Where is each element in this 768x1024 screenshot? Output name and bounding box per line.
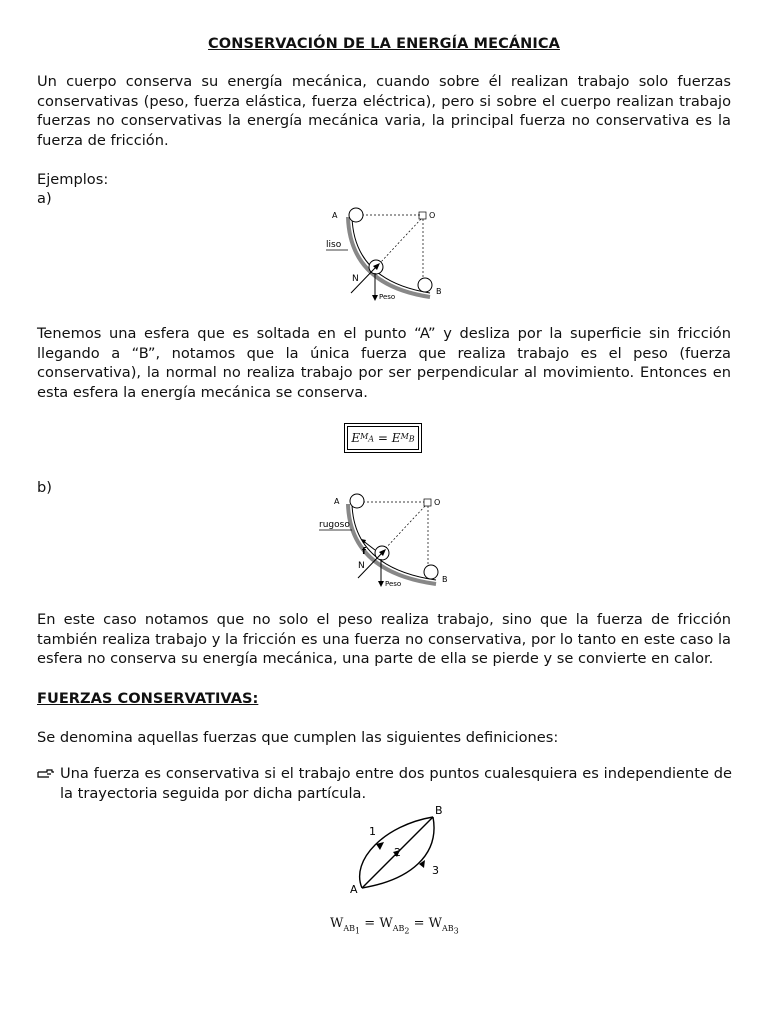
label-o: O bbox=[434, 498, 441, 507]
label-a: A bbox=[350, 883, 358, 895]
curved-surface-edge bbox=[352, 217, 430, 293]
label-weight: Peso bbox=[385, 580, 402, 588]
label-b: B bbox=[442, 575, 448, 584]
idx2: 2 bbox=[404, 926, 410, 936]
conservative-forces-heading: FUERZAS CONSERVATIVAS: bbox=[37, 690, 259, 707]
label-1: 1 bbox=[369, 825, 376, 838]
example-a-paragraph: Tenemos una esfera que es soltada en el punto “A” y desliza por la superficie sin fricción llegando a “B”, notamos que la única fuerza que realiza trabajo es el peso (fuerza conservativa), la normal no realiza trabajo por ser perpendicular al movimiento. Entonces en esta esfera la energía mecánica se conserva. bbox=[37, 325, 731, 401]
label-rough: rugoso bbox=[319, 520, 350, 530]
idx3: 3 bbox=[453, 926, 459, 936]
example-b-paragraph: En este caso notamos que no solo el peso realiza trabajo, sino que la fuerza de fricción también realiza trabajo y la fricción es una fuerza no conservativa, por lo tanto en este caso la esfera no conserva su energía mecánica, una parte de ella se pierde y se convierte en calor. bbox=[37, 611, 731, 667]
ball-a bbox=[349, 208, 363, 222]
figure-b-rough-surface bbox=[318, 492, 458, 592]
label-weight: Peso bbox=[379, 293, 396, 301]
figure-a-smooth-surface bbox=[318, 205, 448, 305]
formula-rhs-sub: M bbox=[400, 432, 409, 442]
label-b: B bbox=[436, 287, 442, 296]
label-2: 2 bbox=[394, 846, 401, 859]
ball-b bbox=[424, 565, 438, 579]
formula-rhs: E bbox=[391, 431, 401, 445]
center-square bbox=[424, 499, 431, 506]
eq2: = bbox=[413, 916, 425, 931]
idx1: 1 bbox=[355, 926, 361, 936]
pointing-hand-icon bbox=[37, 768, 55, 780]
ball-b bbox=[418, 278, 432, 292]
sub1: AB bbox=[343, 923, 356, 933]
label-normal: N bbox=[352, 274, 359, 284]
formula-rhs-subsub: B bbox=[408, 434, 415, 444]
w2: W bbox=[379, 916, 393, 931]
formula-eq: = bbox=[377, 431, 388, 445]
label-3: 3 bbox=[432, 864, 439, 877]
example-a-label: a) bbox=[37, 190, 52, 207]
conservative-intro: Se denomina aquellas fuerzas que cumplen las siguientes definiciones: bbox=[37, 729, 559, 746]
bullet-definition: Una fuerza es conservativa si el trabajo entre dos puntos cualesquiera es independiente de la trayectoria seguida por dicha partícula. bbox=[60, 765, 732, 802]
intro-paragraph: Un cuerpo conserva su energía mecánica, cuando sobre él realizan trabajo solo fuerzas conservativas (peso, fuerza elástica, fuerza eléctrica), pero si sobre el cuerpo realizan trabajo fuerzas no conservativas la energía mecánica varia, la principal fuerza no conservativa es la fuerza de fricción. bbox=[37, 73, 731, 149]
label-friction: f bbox=[362, 547, 366, 557]
page-title: CONSERVACIÓN DE LA ENERGÍA MECÁNICA bbox=[208, 36, 560, 52]
dashed-radius bbox=[384, 506, 425, 550]
examples-label: Ejemplos: bbox=[37, 171, 109, 188]
figure-paths-a-to-b bbox=[340, 800, 450, 895]
label-normal: N bbox=[358, 561, 365, 571]
w1: W bbox=[330, 916, 344, 931]
dashed-radius bbox=[380, 219, 421, 263]
formula-energy-conservation bbox=[344, 423, 422, 453]
w3: W bbox=[428, 916, 442, 931]
formula-lhs-subsub: A bbox=[368, 434, 375, 444]
center-square bbox=[419, 212, 426, 219]
label-b: B bbox=[435, 804, 443, 817]
example-b-label: b) bbox=[37, 479, 52, 496]
label-smooth: liso bbox=[326, 240, 342, 250]
weight-arrowhead bbox=[372, 295, 378, 301]
ball-a bbox=[350, 494, 364, 508]
sub2: AB bbox=[392, 923, 405, 933]
eq1: = bbox=[364, 916, 376, 931]
formula-lhs-sub: M bbox=[360, 432, 369, 442]
weight-arrowhead bbox=[378, 581, 384, 587]
curved-surface bbox=[348, 504, 436, 584]
label-a: A bbox=[334, 497, 340, 506]
formula-work-equality bbox=[330, 916, 470, 935]
label-a: A bbox=[332, 211, 338, 220]
formula-lhs: E bbox=[351, 431, 361, 445]
formula-inner bbox=[347, 426, 419, 450]
sub3: AB bbox=[442, 923, 454, 933]
label-o: O bbox=[429, 211, 436, 220]
